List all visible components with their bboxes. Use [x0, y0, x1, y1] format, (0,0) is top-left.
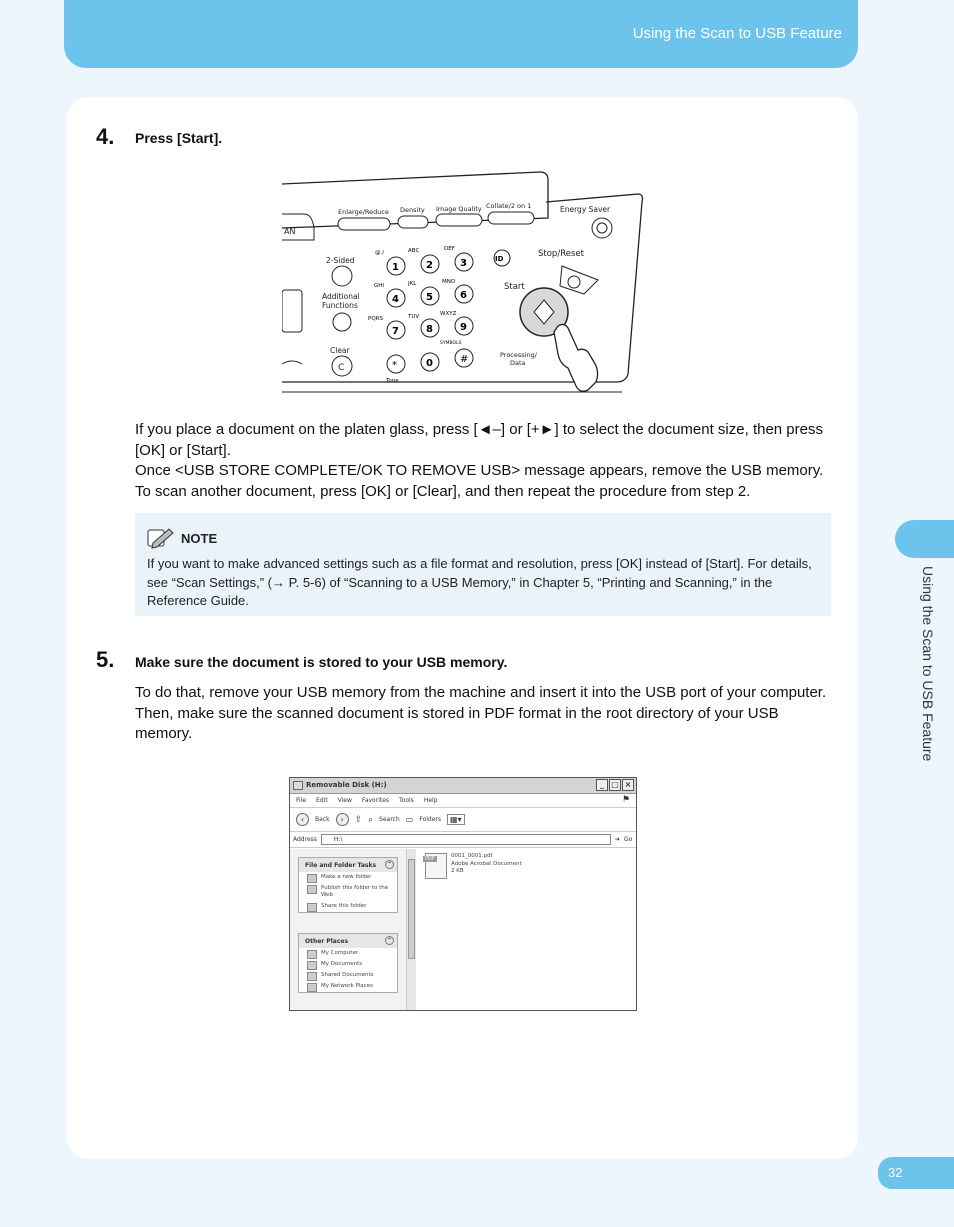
note-pencil-icon	[147, 527, 175, 549]
symbols-label: SYMBOLS	[440, 341, 462, 346]
note-header	[147, 527, 217, 549]
drive-icon	[293, 781, 303, 790]
tone-label: Tone	[386, 378, 399, 384]
pdf-badge: PDF	[425, 856, 435, 862]
key-label-3: DEF	[444, 246, 455, 252]
menu-edit: Edit	[316, 797, 328, 804]
key-8: 8	[426, 324, 433, 335]
place-item: My Documents	[299, 959, 397, 970]
density-label: Density	[400, 206, 425, 214]
energy-saver-label: Energy Saver	[560, 205, 611, 214]
step-4-paragraph: Once <USB STORE COMPLETE/OK TO REMOVE USB> message appears, remove the USB memory.	[135, 462, 824, 479]
page-number: 32	[878, 1157, 954, 1189]
side-chapter-label: Using the Scan to USB Feature	[920, 566, 936, 762]
processing-label-1: Processing/	[500, 351, 537, 359]
key-label-2: ABC	[408, 248, 420, 254]
step-5-title: Make sure the document is stored to your USB memory.	[135, 654, 508, 670]
key-1: 1	[392, 262, 399, 273]
explorer-address-bar	[290, 832, 636, 848]
places-title: Other Places	[305, 938, 349, 945]
start-label: Start	[504, 282, 525, 292]
address-label: Address	[293, 836, 317, 843]
menu-help: Help	[423, 797, 438, 804]
file-folder-tasks-panel	[298, 857, 398, 913]
enlarge-reduce-label: Enlarge/Reduce	[338, 208, 389, 216]
key-label-7: PQRS	[368, 316, 383, 322]
explorer-file-list	[417, 849, 637, 1011]
folders-icon: ▭	[405, 815, 414, 824]
folders-label: Folders	[419, 816, 442, 823]
step-5-paragraph: Then, make sure the scanned document is stored in PDF format in the root directory of your USB memory.	[135, 704, 779, 742]
views-icon: ▦▾	[447, 814, 465, 825]
close-icon: ×	[622, 779, 634, 791]
go-label: Go	[623, 836, 633, 843]
clear-label: Clear	[330, 346, 350, 355]
explorer-menu-bar	[290, 794, 636, 808]
explorer-window-illustration	[289, 777, 637, 1011]
menu-tools: Tools	[399, 797, 414, 804]
step-5-body	[135, 683, 835, 745]
image-quality-label: Image Quality	[436, 205, 482, 213]
file-details	[451, 853, 522, 876]
step-5-number: 5.	[96, 647, 115, 672]
file-size: 2 KB	[451, 868, 464, 874]
numeric-keypad	[368, 246, 473, 384]
place-item: My Network Places	[299, 981, 397, 992]
task-item: Share this folder	[299, 901, 397, 912]
note-text: If you want to make advanced settings such as a file format and resolution, press [OK] instead of [Start]. For details, see “Scan Settings,” (→ P. 5-6) of “Scanning to a USB Memory,” in Chapter 5, “Printing and Scanning,” in the Reference Guide.	[147, 556, 812, 608]
key-2: 2	[426, 260, 433, 271]
other-places-panel	[298, 933, 398, 993]
key-label-4: GHI	[374, 283, 385, 289]
collapse-chevron-icon: ⌃	[386, 937, 393, 944]
step-4-paragraph: To scan another document, press [OK] or [Clear], and then repeat the procedure from step 2.	[135, 482, 751, 500]
key-label-9: WXYZ	[440, 311, 457, 317]
explorer-toolbar	[290, 808, 636, 832]
task-item: Publish this folder to the Web	[299, 883, 397, 901]
back-arrow-icon: ‹	[296, 813, 309, 826]
step-4-body	[135, 420, 835, 502]
key-4: 4	[392, 294, 399, 305]
key-hash: #	[460, 354, 469, 365]
key-label-5: JKL	[408, 281, 417, 287]
minimize-icon: _	[596, 779, 608, 791]
pointing-hand-icon	[554, 324, 598, 391]
menu-file: File	[296, 797, 307, 804]
header-title: Using the Scan to USB Feature	[632, 25, 842, 42]
page-header	[64, 0, 858, 68]
place-item: My Computer	[299, 948, 397, 959]
explorer-title: Removable Disk (H:)	[306, 781, 387, 789]
explorer-task-pane	[290, 849, 416, 1011]
key-star: *	[392, 360, 397, 371]
stop-reset-label: Stop/Reset	[538, 249, 584, 259]
search-label: Search	[379, 816, 400, 823]
explorer-title-bar	[290, 778, 636, 794]
search-icon: ⌕	[368, 814, 374, 825]
stop-reset-button	[568, 276, 580, 288]
task-item: Make a new folder	[299, 872, 397, 883]
key-5: 5	[426, 292, 433, 303]
key-3: 3	[460, 258, 467, 269]
file-name: 0001_0001.pdf	[451, 853, 493, 859]
additional-label-2: Functions	[322, 301, 358, 310]
key-7: 7	[392, 326, 399, 337]
collapse-chevron-icon: ⌃	[386, 861, 393, 868]
menu-favorites: Favorites	[361, 797, 390, 804]
clear-key: C	[338, 363, 345, 373]
two-sided-label: 2-Sided	[326, 256, 355, 265]
windows-flag-icon: ⚑	[621, 795, 630, 805]
processing-label-2: Data	[510, 359, 526, 367]
menu-view: View	[337, 797, 352, 804]
key-label-8: TUV	[408, 314, 420, 320]
collate-label: Collate/2 on 1	[486, 202, 532, 210]
key-label-6: MNO	[442, 279, 456, 285]
task-pane-scrollbar	[406, 849, 416, 1011]
note-label: NOTE	[181, 530, 218, 546]
key-6: 6	[460, 290, 467, 301]
step-4-number: 4.	[96, 124, 115, 149]
file-type: Adobe Acrobat Document	[451, 860, 522, 867]
step-4-paragraph: If you place a document on the platen glass, press [◄–] or [+►] to select the document size, then press [OK] or [Start].	[135, 421, 823, 459]
panel-scan-fragment: AN	[284, 227, 296, 236]
key-label-1: @./	[375, 250, 385, 256]
key-9: 9	[460, 322, 467, 333]
pdf-file-icon	[425, 853, 447, 879]
energy-saver-button	[592, 218, 612, 238]
step-5-paragraph: To do that, remove your USB memory from the machine and insert it into the USB port of your computer.	[135, 684, 827, 701]
step-4-title: Press [Start].	[135, 130, 223, 146]
note-box	[135, 513, 831, 616]
maximize-icon: □	[609, 779, 621, 791]
control-panel-illustration	[282, 168, 650, 400]
forward-arrow-icon: ›	[336, 813, 349, 826]
tasks-title: File and Folder Tasks	[305, 862, 377, 869]
side-tab	[895, 520, 954, 558]
additional-label-1: Additional	[322, 292, 360, 301]
back-label: Back	[315, 816, 330, 823]
address-field: H:\	[321, 834, 611, 845]
up-folder-icon: ⇧	[354, 814, 363, 825]
id-key: ID	[495, 255, 504, 263]
go-arrow-icon: ➜	[614, 836, 620, 843]
key-0: 0	[426, 358, 433, 369]
place-item: Shared Documents	[299, 970, 397, 981]
